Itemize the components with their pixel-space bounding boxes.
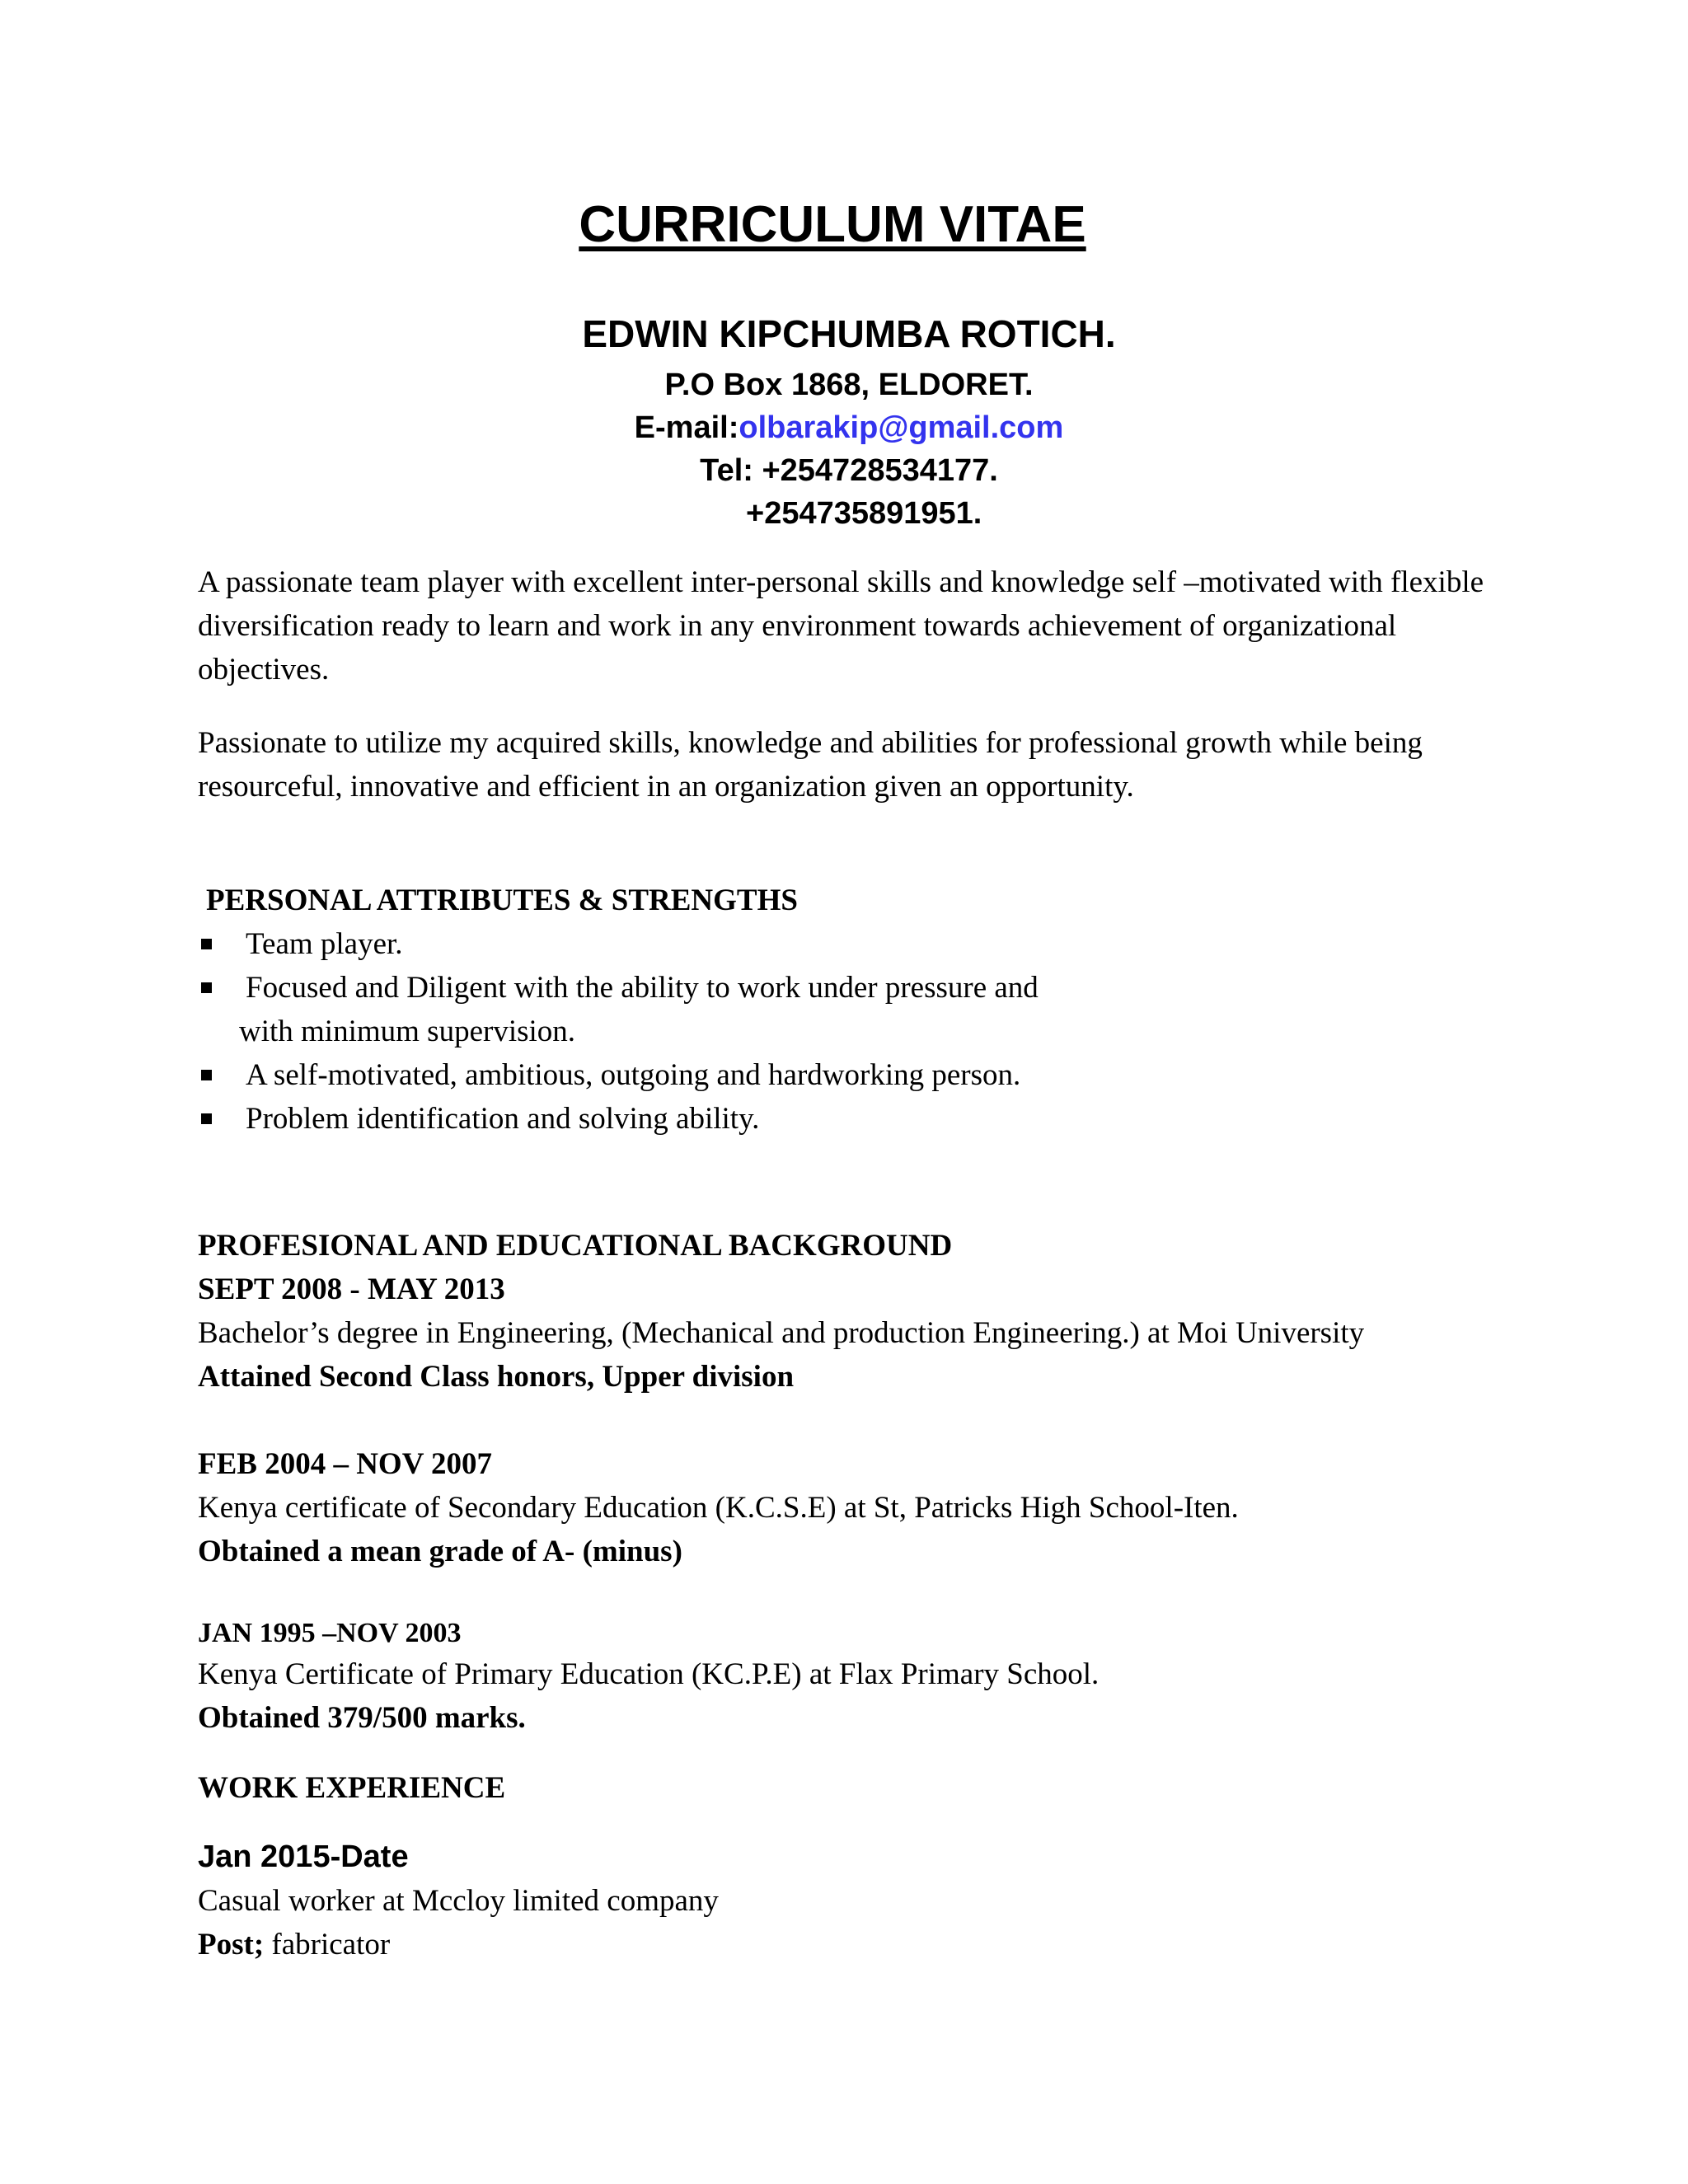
post-label: Post; xyxy=(198,1928,265,1961)
email-link[interactable]: olbarakip@gmail.com xyxy=(738,410,1064,445)
education-period-2: FEB 2004 – NOV 2007 xyxy=(198,1447,493,1481)
education-result-3: Obtained 379/500 marks. xyxy=(198,1701,526,1735)
work-period: Jan 2015-Date xyxy=(198,1840,409,1874)
attribute-text: Team player. xyxy=(246,927,403,961)
postal-address: P.O Box 1868, ELDORET. xyxy=(664,368,1034,402)
list-item xyxy=(198,922,1352,966)
education-result-1: Attained Second Class honors, Upper division xyxy=(198,1360,795,1394)
list-item xyxy=(198,1053,1352,1097)
telephone-primary: Tel: +254728534177. xyxy=(700,453,998,488)
education-period-1: SEPT 2008 - MAY 2013 xyxy=(198,1272,505,1306)
telephone-secondary: +254735891951. xyxy=(746,496,982,531)
education-description-1: Bachelor’s degree in Engineering, (Mechanical and production Engineering.) at Moi University xyxy=(198,1316,1365,1350)
list-item xyxy=(198,966,1352,1053)
email-line xyxy=(0,406,1688,449)
work-role: Casual worker at Mccloy limited company xyxy=(198,1884,719,1918)
square-bullet-icon xyxy=(201,1070,212,1080)
work-post xyxy=(198,1923,390,1966)
attributes-list xyxy=(198,922,1352,1141)
email-label: E-mail: xyxy=(634,410,739,445)
square-bullet-icon xyxy=(201,939,212,949)
attributes-heading: PERSONAL ATTRIBUTES & STRENGTHS xyxy=(206,883,798,917)
summary-paragraph-1: A passionate team player with excellent inter-personal skills and knowledge self –motivated with flexible diversification ready to learn and work in any environment towards achievement of organizational objectives. xyxy=(198,565,1484,687)
list-item xyxy=(198,1097,1352,1141)
attribute-text: A self-motivated, ambitious, outgoing and hardworking person. xyxy=(246,1058,1021,1092)
education-description-3: Kenya Certificate of Primary Education (KC.P.E) at Flax Primary School. xyxy=(198,1657,1100,1691)
work-heading: WORK EXPERIENCE xyxy=(198,1771,506,1805)
education-description-2: Kenya certificate of Secondary Education (K.C.S.E) at St, Patricks High School-Iten. xyxy=(198,1491,1239,1525)
square-bullet-icon xyxy=(201,1113,212,1124)
education-result-2: Obtained a mean grade of A- (minus) xyxy=(198,1535,682,1568)
attribute-text: Focused and Diligent with the ability to work under pressure and xyxy=(246,971,1039,1005)
education-heading: PROFESIONAL AND EDUCATIONAL BACKGROUND xyxy=(198,1229,953,1263)
attribute-text: Problem identification and solving ability. xyxy=(246,1102,760,1136)
square-bullet-icon xyxy=(201,982,212,993)
candidate-name: EDWIN KIPCHUMBA ROTICH. xyxy=(582,312,1116,355)
attribute-text-continuation: with minimum supervision. xyxy=(239,1015,576,1048)
post-value: fabricator xyxy=(264,1928,391,1961)
document-title: CURRICULUM VITAE xyxy=(579,196,1086,253)
education-period-3: JAN 1995 –NOV 2003 xyxy=(198,1618,462,1648)
summary-paragraph-2: Passionate to utilize my acquired skills, knowledge and abilities for professional growth while being resourceful, innovative and efficient in an organization given an opportunity. xyxy=(198,726,1423,804)
